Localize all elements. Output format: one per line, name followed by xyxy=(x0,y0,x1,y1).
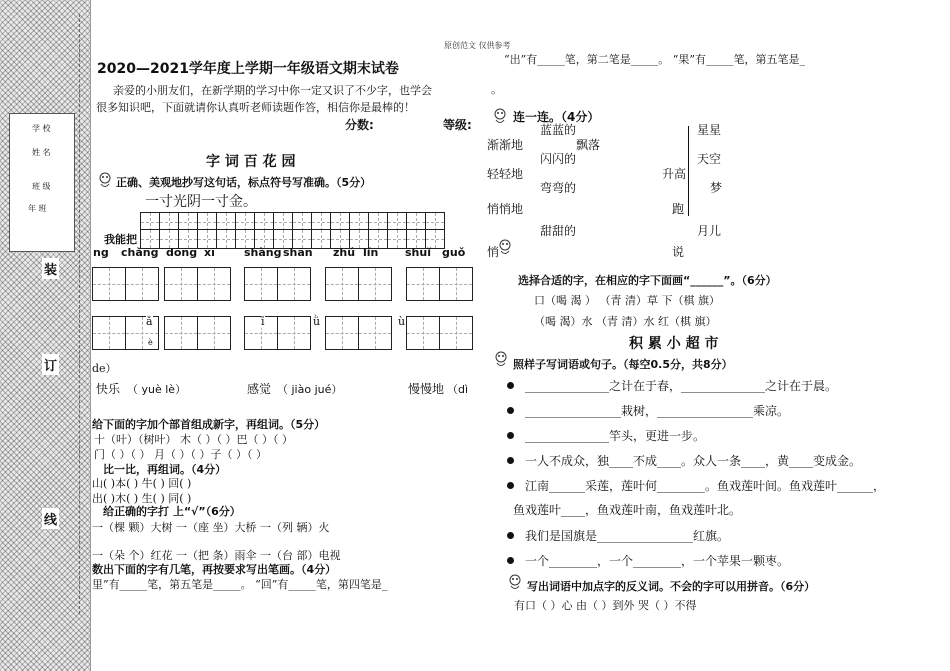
frag-1: ǎ xyxy=(146,315,153,328)
monkey-icon xyxy=(492,108,508,125)
connect-right-2[interactable]: 天空 xyxy=(697,152,722,166)
section-title-words: 字 词 百 花 园 xyxy=(206,154,296,170)
monkey-icon xyxy=(507,574,523,591)
monkey-icon xyxy=(493,351,509,368)
q3-pinyin-3: （dì xyxy=(447,383,469,396)
connect-mid-1[interactable]: 蓝蓝的 xyxy=(540,123,577,137)
list-bullet xyxy=(507,557,514,564)
pinyin-grid-4[interactable] xyxy=(325,267,391,301)
list-bullet xyxy=(507,457,514,464)
pinyin-grid-10[interactable] xyxy=(406,316,472,350)
q3-word-2: 感觉 xyxy=(247,382,272,396)
binding-ding: 订 xyxy=(42,354,59,375)
connect-verb-1[interactable]: 升高 xyxy=(662,167,687,181)
pinyin-5: shàng xyxy=(244,246,282,259)
list-bullet xyxy=(507,432,514,439)
binding-dashed-line xyxy=(79,14,80,614)
pinyin-grid-2[interactable] xyxy=(164,267,230,301)
pinyin-grid-1[interactable] xyxy=(92,267,158,301)
connect-mid-5[interactable]: 甜甜的 xyxy=(540,224,577,238)
intro-line-2: 很多知识吧，下面就请你认真听老师读题作答，相信你是最棒的！ xyxy=(96,101,415,114)
name-label: 姓 名 xyxy=(32,148,51,157)
q-antonym-label: 写出词语中加点字的反义词。不会的字可以用拼音。（6分） xyxy=(527,580,816,593)
q-copy-label: 正确、美观地抄写这句话，标点符号写准确。（5分） xyxy=(116,176,372,189)
q-choose-row-1: 一（棵 颗）大树 一（座 坐）大桥 一（列 辆）火 xyxy=(92,521,330,534)
fill-line-2[interactable]: ________________栽树，________________乘凉。 xyxy=(525,404,790,418)
binding-xian: 线 xyxy=(42,508,59,529)
frag-2: ī xyxy=(261,315,265,328)
school-label: 学 校 xyxy=(32,124,51,133)
list-bullet xyxy=(507,532,514,539)
binding-zhuang: 装 xyxy=(42,258,59,279)
intro-line-1: 亲爱的小朋友们，在新学期的学习中你一定又识了不少字，也学会 xyxy=(113,84,432,97)
fill-line-6[interactable]: 鱼戏莲叶____，鱼戏莲叶南，鱼戏莲叶北。 xyxy=(513,503,742,517)
fill-line-7[interactable]: 我们是国旗是________________红旗。 xyxy=(525,529,730,543)
pinyin-7: zhú xyxy=(333,246,356,259)
student-info-box xyxy=(9,113,75,252)
stray-dot: 。 xyxy=(491,83,502,96)
list-bullet xyxy=(507,482,514,489)
q-radical-label: 给下面的字加个部首组成新字，再组词。（5分） xyxy=(92,418,326,431)
q-pinyin-label: 我能把 xyxy=(104,233,137,246)
list-bullet xyxy=(507,407,514,414)
list-bullet xyxy=(507,382,514,389)
q-connect-label: 连一连。（4分） xyxy=(513,110,600,124)
q-select-row-1[interactable]: 口（喝 渴 ） （青 清）草 下（棋 旗） xyxy=(534,294,720,307)
pinyin-grid-8[interactable] xyxy=(244,316,310,350)
pinyin-grid-9[interactable] xyxy=(325,316,391,350)
q-choose-row-2: 一（朵 个）红花 一（把 条）雨伞 一（台 部）电视 xyxy=(92,549,341,562)
q3-pinyin-1: （ yuè lè） xyxy=(127,383,187,396)
connect-right-3[interactable]: 梦 xyxy=(710,181,723,195)
grade-label: 等级: xyxy=(443,118,472,132)
q3-word-1: 快乐 xyxy=(96,382,121,396)
section-title-accumulate: 积 累 小 超 市 xyxy=(629,336,719,352)
grade-class-label: 年 班 xyxy=(28,204,47,213)
frag-4: ù xyxy=(398,315,406,328)
fill-line-8[interactable]: 一个________，一个________，一个苹果一颗枣。 xyxy=(525,554,790,568)
pinyin-1: ng xyxy=(93,246,109,259)
connect-mid-3[interactable]: 闪闪的 xyxy=(540,152,577,166)
binding-strip xyxy=(0,0,91,671)
connect-left-2[interactable]: 轻轻地 xyxy=(487,167,524,181)
page-title: 2020—2021学年度上学期一年级语文期末试卷 xyxy=(97,61,399,77)
connect-mid-2[interactable]: 飘落 xyxy=(576,138,601,152)
pinyin-grid-7[interactable] xyxy=(164,316,230,350)
pinyin-10: guǒ xyxy=(442,246,466,259)
q-strokes-label: 数出下面的字有几笔，再按要求写出笔画。（4分） xyxy=(92,563,337,576)
connect-mid-4[interactable]: 弯弯的 xyxy=(540,181,577,195)
pinyin-de: de） xyxy=(92,362,117,375)
fill-line-5[interactable]: 江南______采莲，莲叶何________。鱼戏莲叶间。鱼戏莲叶______， xyxy=(525,479,886,493)
q-compare-row-2: 出( )木( ) 生( ) 同( ) xyxy=(92,492,192,505)
q-choose-label: 给正确的字打 上“√”（6分） xyxy=(103,505,241,518)
pinyin-8: lín xyxy=(363,246,379,259)
fill-line-4[interactable]: 一人不成众，独____不成____。众人一条____，黄____变成金。 xyxy=(525,454,862,468)
pinyin-grid-3[interactable] xyxy=(244,267,310,301)
pinyin-9: shuǐ xyxy=(405,246,431,259)
q-compare-label: 比一比，再组词。（4分） xyxy=(103,463,227,476)
fill-line-1[interactable]: ______________之计在于春，______________之计在于晨。 xyxy=(525,379,838,393)
pinyin-6: shān xyxy=(283,246,313,259)
watermark-text: 原创范文 仅供参考 xyxy=(444,41,511,50)
q-select-label: 选择合适的字，在相应的字下面画“______”。（6分） xyxy=(518,274,777,287)
fill-line-3[interactable]: ______________竿头，更进一步。 xyxy=(525,429,706,443)
q-radical-row-2: 门（ ）（ ） 月（ ）（ ）子（ ）（ ） xyxy=(94,448,267,461)
connect-left-1[interactable]: 渐渐地 xyxy=(487,138,524,152)
q-radical-row-1: 十（叶）（树叶） 木（ ）（ ）巴（ ）（ ） xyxy=(94,433,293,446)
q-strokes-right-row: “出”有_____笔，第二笔是_____。 “果”有_____笔，第五笔是_ xyxy=(504,53,805,66)
monkey-icon xyxy=(97,172,113,189)
q3-pinyin-2: （ jiào jué） xyxy=(277,383,343,396)
q-compare-row-1: 山( )本( ) 牛( ) 回( ) xyxy=(92,477,192,490)
pinyin-2: chǎng xyxy=(121,246,159,259)
connect-left-4[interactable]: 悄 xyxy=(487,245,500,259)
pinyin-4: xī xyxy=(204,246,215,259)
q-select-row-2[interactable]: （喝 渴）水 （青 清）水 红（棋 旗） xyxy=(534,315,717,328)
connect-divider xyxy=(688,126,689,216)
connect-left-3[interactable]: 悄悄地 xyxy=(487,202,524,216)
connect-verb-3[interactable]: 说 xyxy=(672,245,685,259)
copy-sentence: 一寸光阴一寸金。 xyxy=(145,194,257,210)
q3-word-3: 慢慢地 xyxy=(408,382,445,396)
frag-5: è xyxy=(148,338,153,347)
q-fill-label: 照样子写词语或句子。（每空0.5分，共8分） xyxy=(513,358,733,371)
q-strokes-row-1: 里”有_____笔，第五笔是_____。 “回”有_____笔，第四笔是_ xyxy=(92,578,388,591)
pinyin-grid-5[interactable] xyxy=(406,267,472,301)
class-label: 班 级 xyxy=(32,182,51,191)
connect-verb-2[interactable]: 跑 xyxy=(672,202,685,216)
monkey-icon xyxy=(497,239,513,256)
score-label: 分数: xyxy=(345,118,374,132)
pinyin-3: dōng xyxy=(166,246,198,259)
antonym-row[interactable]: 有口（ ）心 由（ ）到外 哭（ ）不得 xyxy=(514,599,697,612)
connect-right-1[interactable]: 星星 xyxy=(697,123,722,137)
connect-right-4[interactable]: 月儿 xyxy=(697,224,722,238)
frag-3: ǜ xyxy=(313,315,321,328)
